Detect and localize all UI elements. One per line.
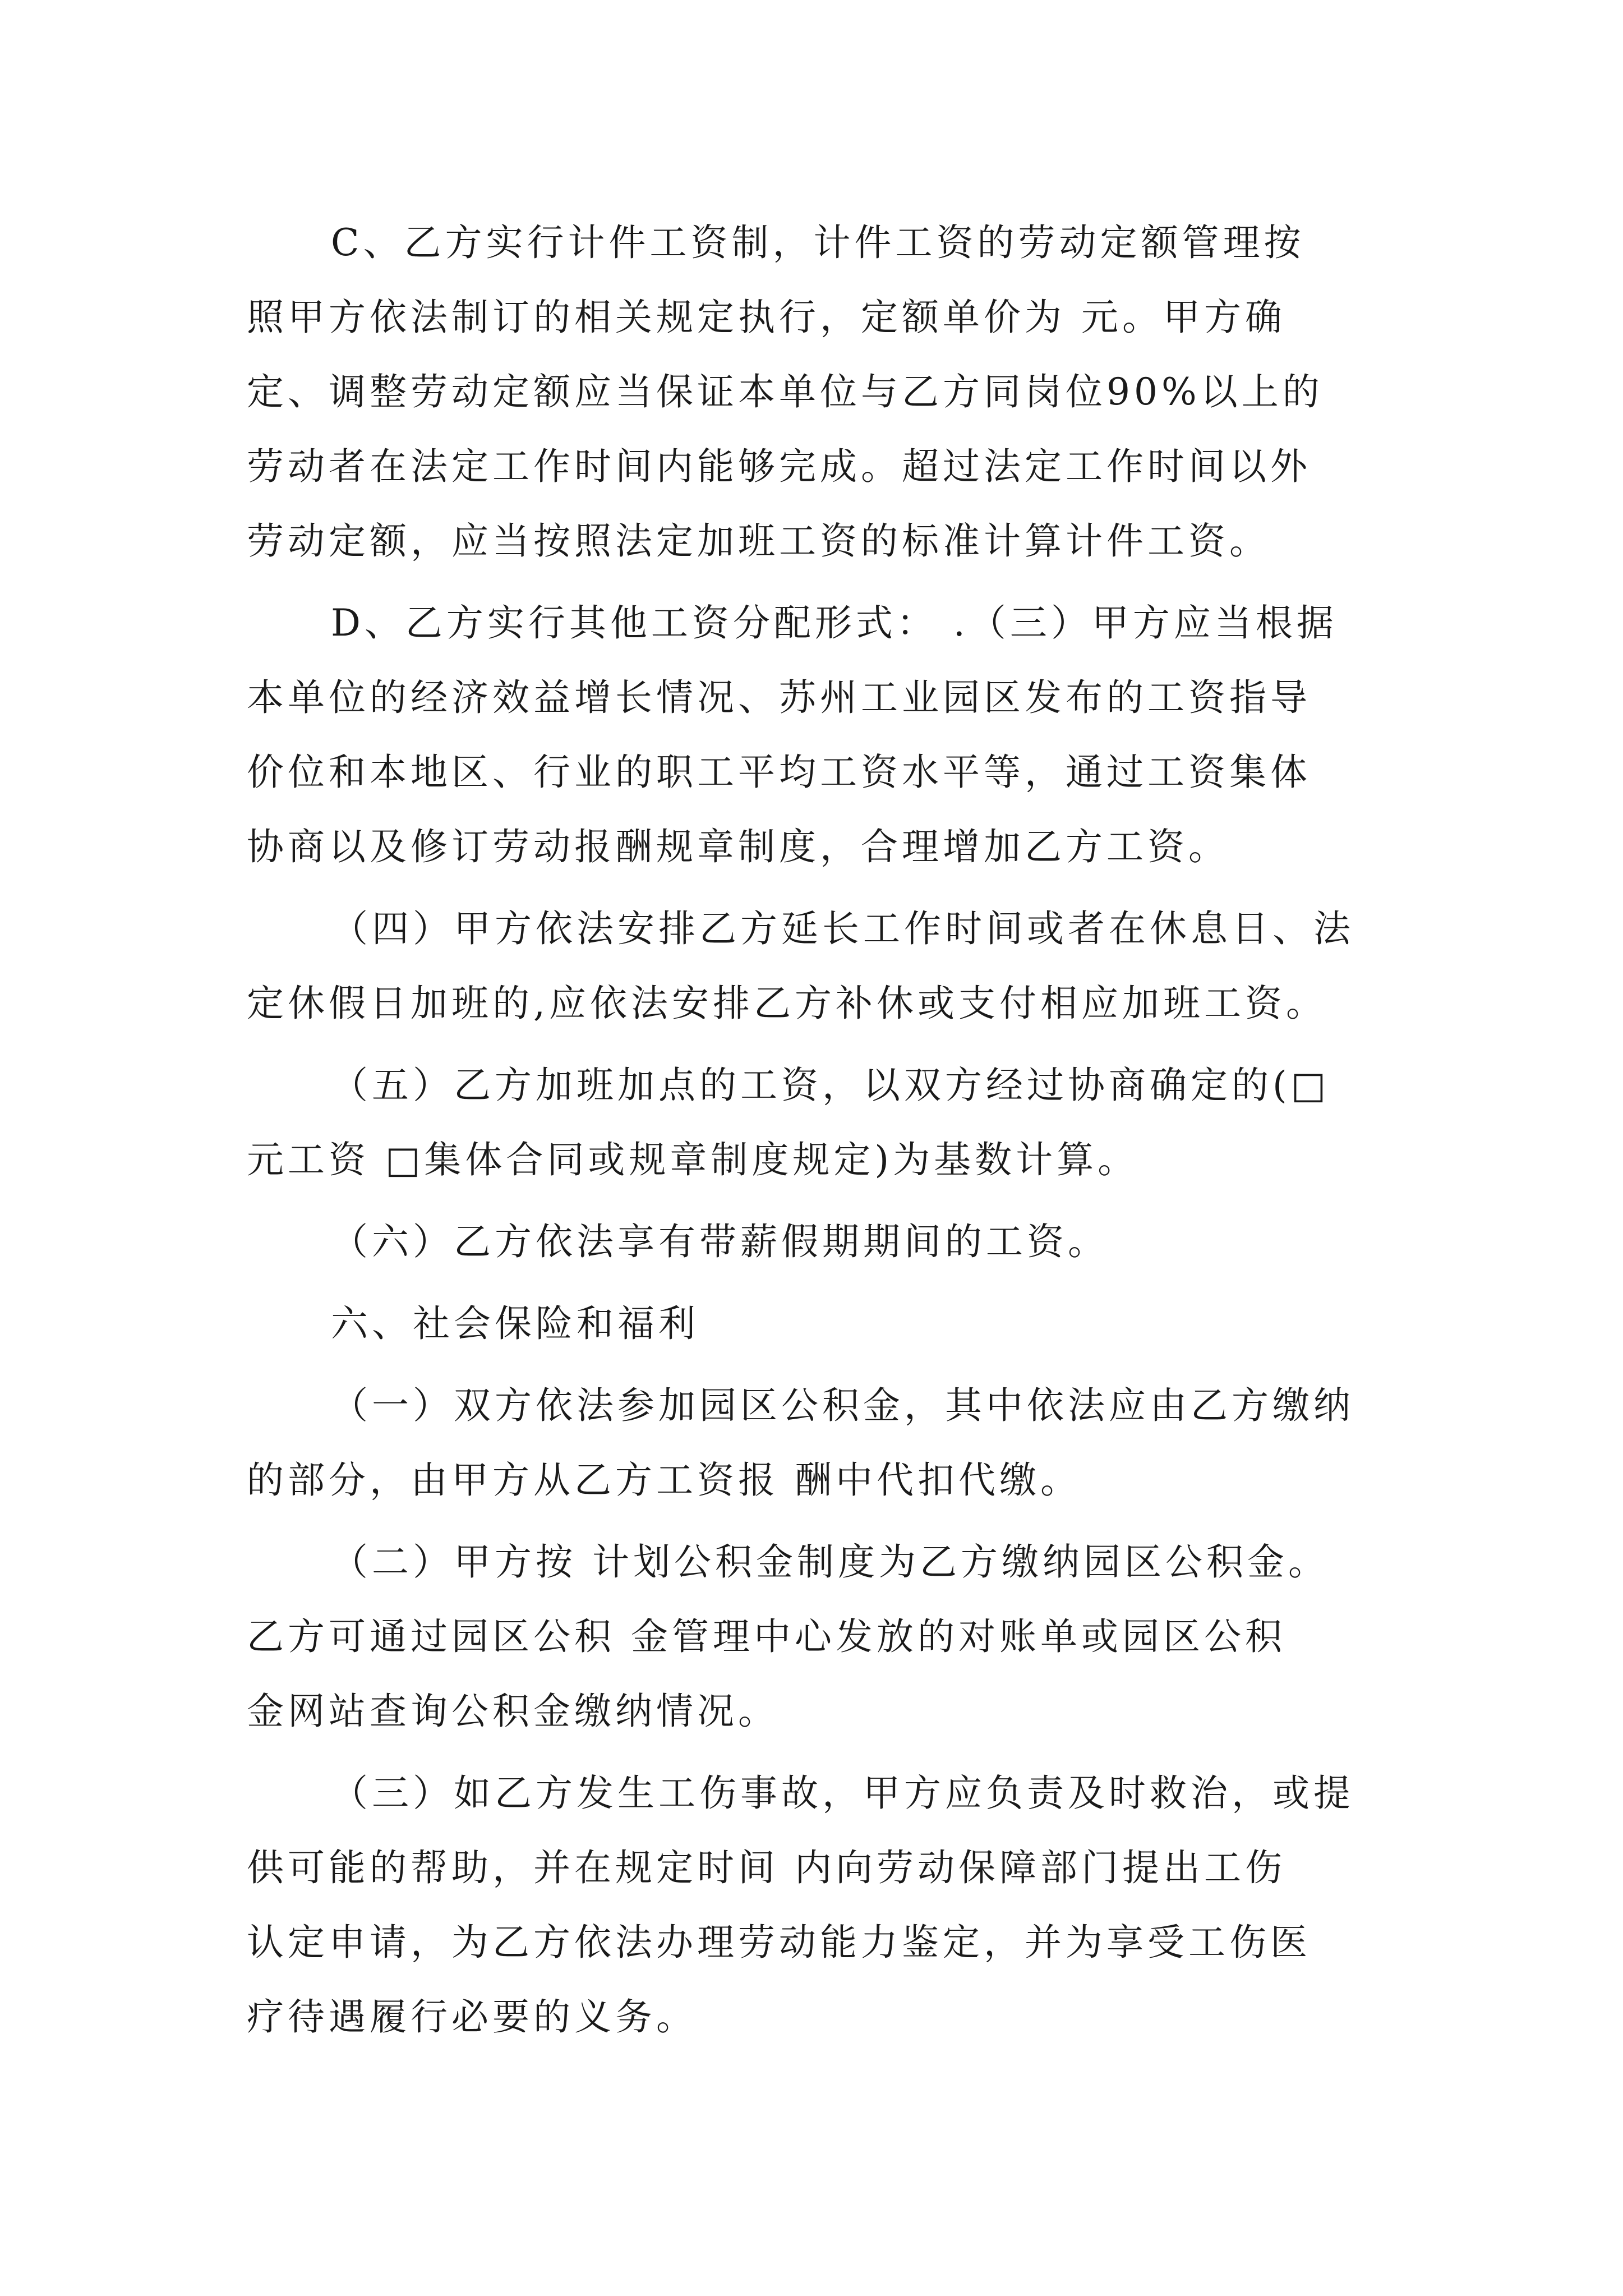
text-line: 金网站查询公积金缴纳情况。: [247, 1690, 779, 1733]
text-line: 的部分，由甲方从乙方工资报 酬中代扣代缴。: [247, 1458, 1081, 1502]
text-line: 认定申请，为乙方依法办理劳动能力鉴定，并为享受工伤医: [247, 1921, 1311, 1964]
section-heading: 六、社会保险和福利: [331, 1302, 699, 1345]
text-line: （一）双方依法参加园区公积金，其中依法应由乙方缴纳: [331, 1384, 1354, 1427]
text-line: 供可能的帮助，并在规定时间 内向劳动保障部门提出工伤: [247, 1846, 1286, 1889]
text-line: 本单位的经济效益增长情况、苏州工业园区发布的工资指导: [247, 676, 1311, 719]
text-line: 劳动者在法定工作时间内能够完成。超过法定工作时间以外: [247, 445, 1311, 488]
text-line: （四）甲方依法安排乙方延长工作时间或者在休息日、法: [331, 907, 1354, 950]
text-line: 劳动定额，应当按照法定加班工资的标准计算计件工资。: [247, 519, 1270, 563]
text-line: 照甲方依法制订的相关规定执行，定额单价为 元。甲方确: [247, 296, 1286, 339]
text-line: （三）如乙方发生工伤事故，甲方应负责及时救治，或提: [331, 1772, 1354, 1815]
text-line: 协商以及修订劳动报酬规章制度，合理增加乙方工资。: [247, 825, 1229, 868]
text-line: （五）乙方加班加点的工资，以双方经过协商确定的(□: [331, 1064, 1330, 1107]
text-line: 疗待遇履行必要的义务。: [247, 1995, 697, 2039]
text-line: （六）乙方依法享有带薪假期期间的工资。: [331, 1220, 1109, 1263]
text-line: 元工资 □集体合同或规章制度规定)为基数计算。: [247, 1138, 1139, 1181]
text-line: 乙方可通过园区公积 金管理中心发放的对账单或园区公积: [247, 1615, 1286, 1658]
text-line: 定休假日加班的,应依法安排乙方补休或支付相应加班工资。: [247, 982, 1327, 1025]
text-line: C、乙方实行计件工资制，计件工资的劳动定额管理按: [331, 221, 1305, 264]
text-line: 定、调整劳动定额应当保证本单位与乙方同岗位90%以上的: [247, 370, 1324, 413]
text-line: 价位和本地区、行业的职工平均工资水平等，通过工资集体: [247, 751, 1311, 794]
text-line: （二）甲方按 计划公积金制度为乙方缴纳园区公积金。: [331, 1540, 1329, 1584]
text-line: D、乙方实行其他工资分配形式： .（三）甲方应当根据: [331, 601, 1338, 645]
